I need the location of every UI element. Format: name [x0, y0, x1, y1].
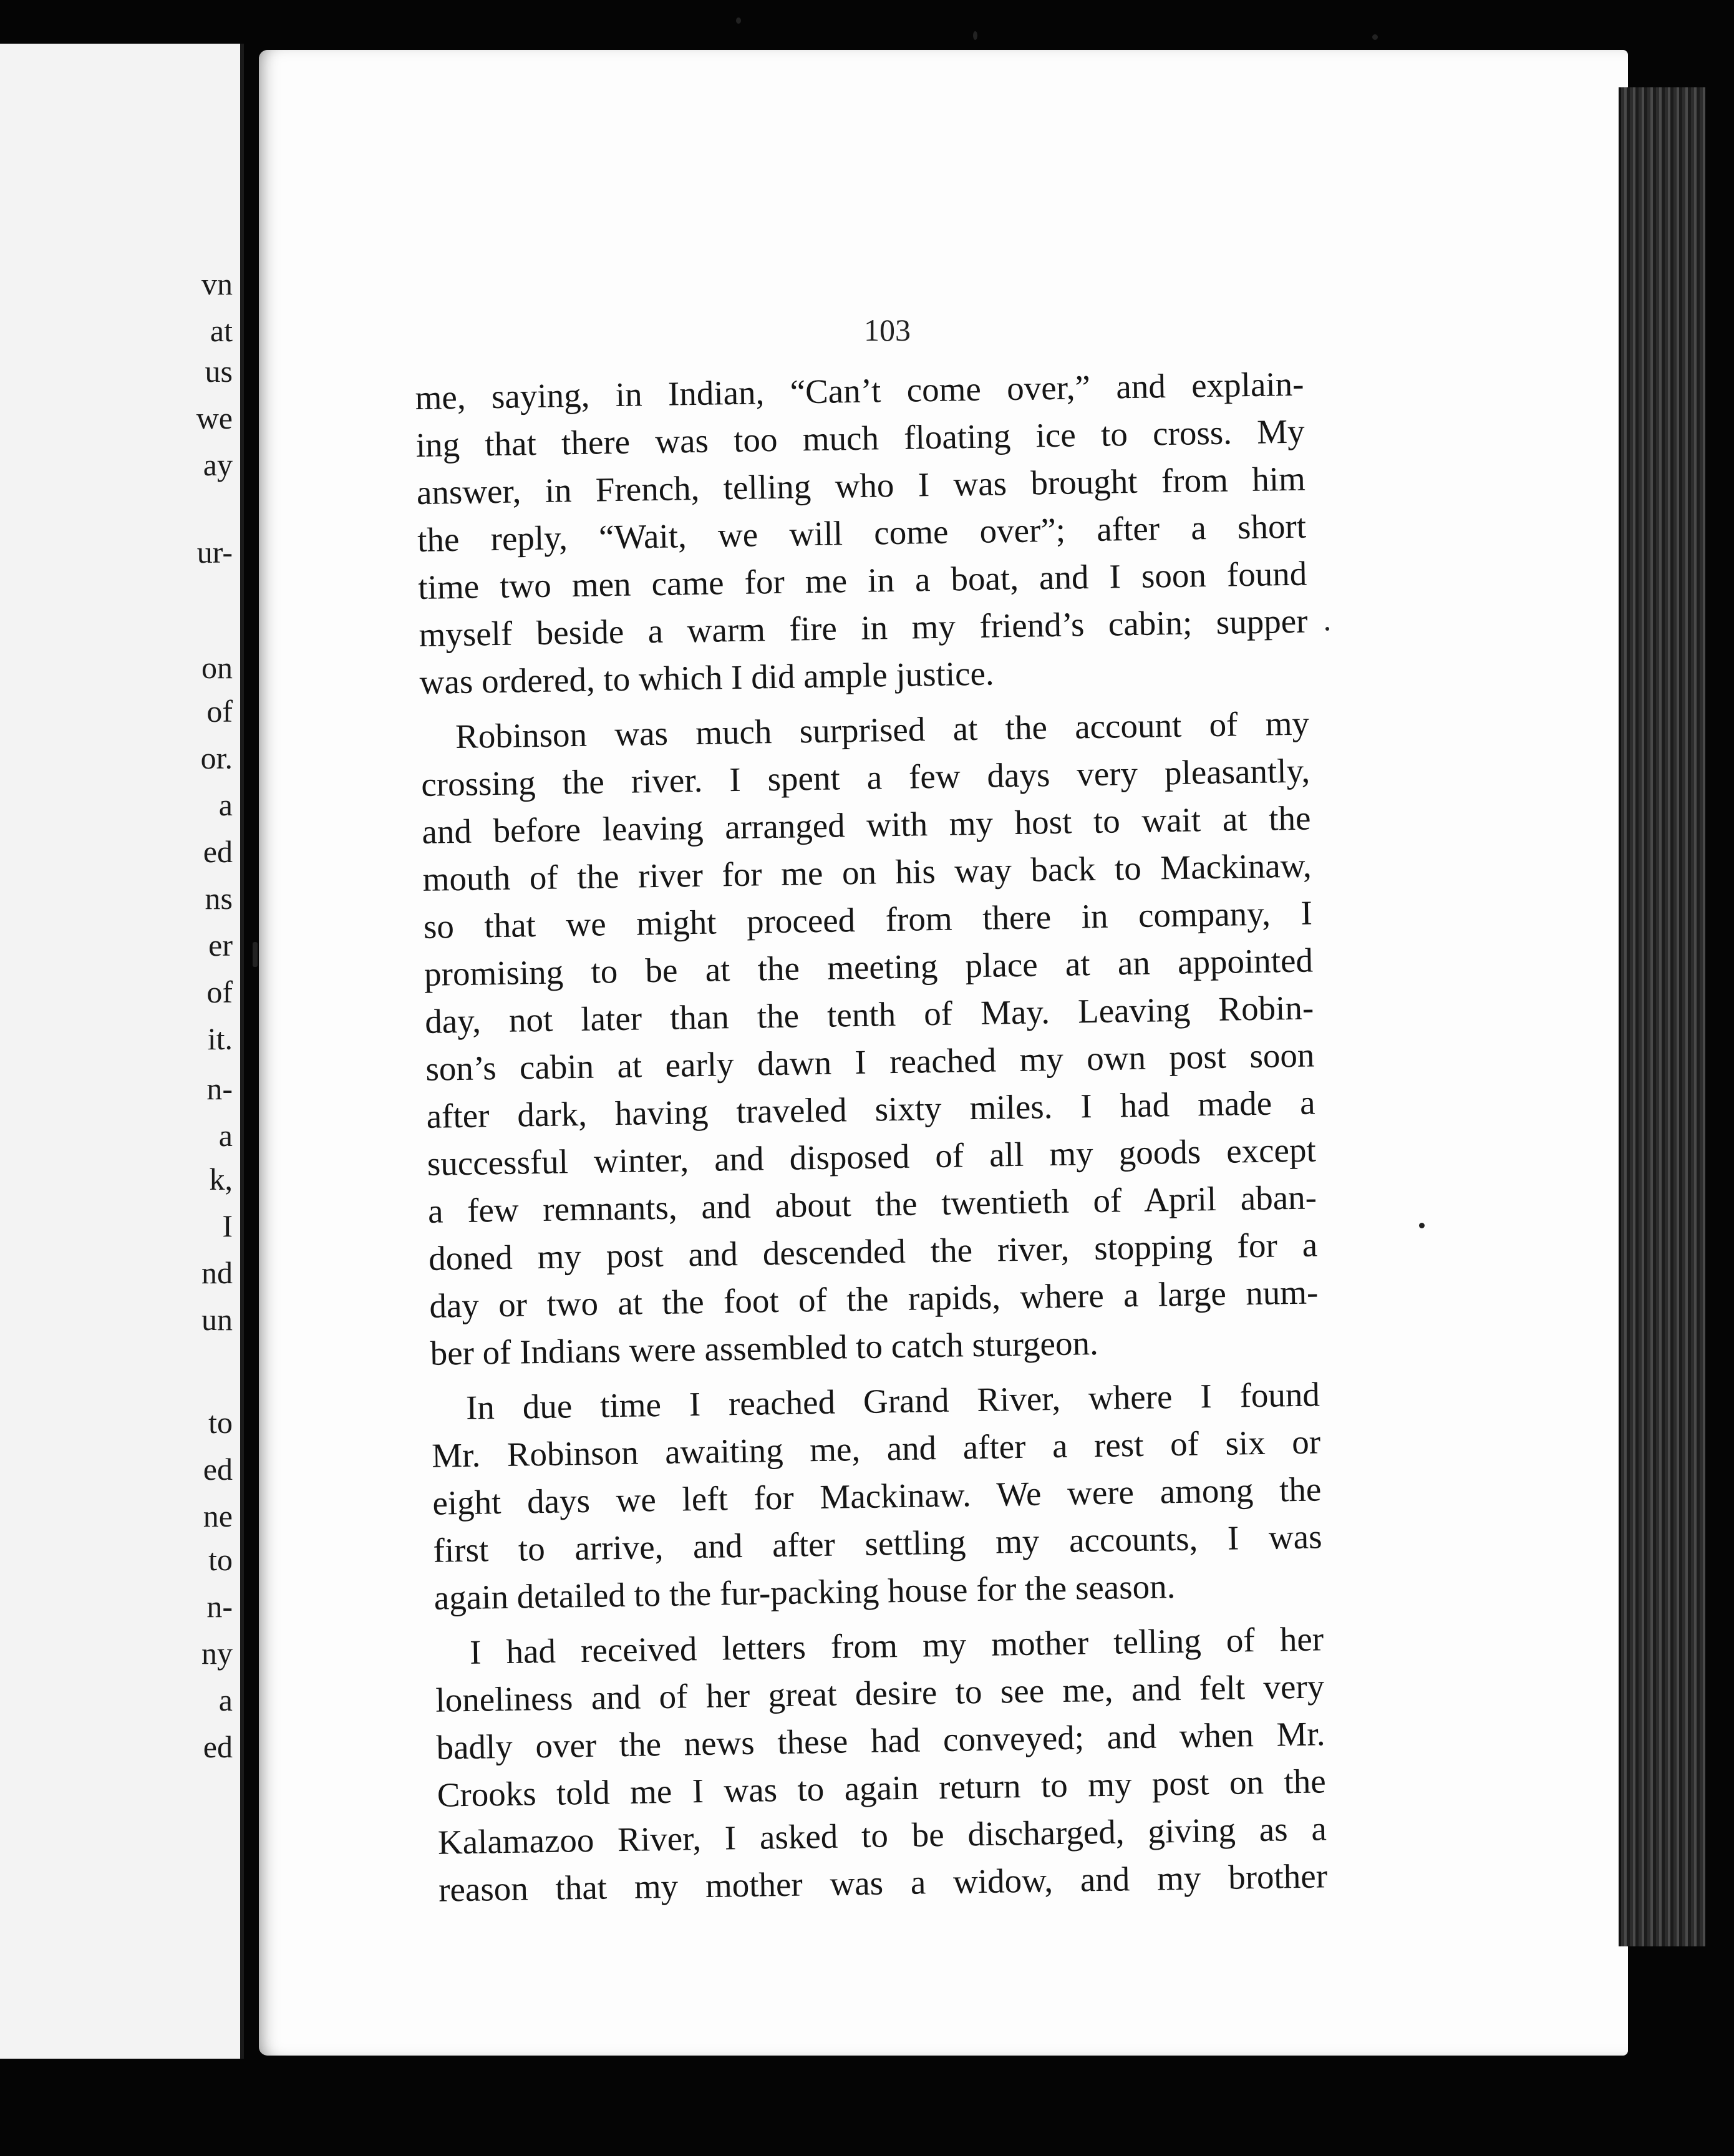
left-page-fragment: to — [208, 1542, 233, 1577]
left-page-fragment: ay — [203, 447, 233, 482]
left-page-fragment: it. — [207, 1021, 233, 1056]
paragraph — [430, 1371, 1323, 1621]
left-page-fragment: un — [201, 1302, 233, 1337]
book-fore-edge — [1619, 87, 1705, 1946]
text-line: ing that there was too much floating ice to cross. My — [415, 412, 1305, 464]
text-line: reason that my mother was a widow, and my brother — [438, 1857, 1328, 1909]
left-page-fragment: ed — [203, 1452, 233, 1487]
text-line: doned my post and descended the river, stopping for a — [428, 1225, 1318, 1278]
paragraph — [420, 700, 1320, 1377]
dust-speck — [253, 942, 258, 967]
text-line: Crooks told me I was to again return to my post on the — [437, 1762, 1327, 1814]
text-line: so that we might proceed from there in company, I — [423, 893, 1313, 946]
left-page-fragment: nd — [201, 1255, 233, 1290]
left-page-fragment: at — [210, 313, 233, 348]
text-line: the reply, “Wait, we will come over”; after a short — [417, 507, 1307, 559]
text-line: promising to be at the meeting place at an appointed — [424, 941, 1314, 993]
left-page-fragment: ed — [203, 1729, 233, 1764]
left-page-fragment: to — [208, 1405, 233, 1440]
body-text — [415, 361, 1328, 1921]
left-page-fragment: a — [218, 787, 233, 822]
text-line: ber of Indians were assembled to catch sturgeon. — [430, 1323, 1099, 1372]
text-line: I had received letters from my mother telling of her — [469, 1619, 1324, 1671]
text-line: crossing the river. I spent a few days very pleasantly, — [420, 751, 1310, 804]
text-line: son’s cabin at early dawn I reached my own post soon — [425, 1036, 1315, 1088]
page-number: 103 — [864, 313, 911, 347]
left-page-fragment: a — [218, 1118, 233, 1153]
text-line: Kalamazoo River, I asked to be discharged, giving as a — [437, 1809, 1327, 1862]
text-line: again detailed to the fur-packing house for the season. — [434, 1567, 1176, 1617]
left-page-fragment: us — [205, 354, 233, 389]
text-line: first to arrive, and after settling my accounts, I was — [433, 1517, 1322, 1570]
left-page-fragment: n- — [206, 1071, 233, 1106]
text-line: In due time I reached Grand River, where I found — [465, 1375, 1320, 1427]
text-line: day or two at the foot of the rapids, where a large num- — [429, 1273, 1319, 1325]
dust-speck — [1372, 34, 1378, 40]
left-page-fragment: ur- — [196, 535, 233, 570]
text-line: and before leaving arranged with my host to wait at the — [422, 799, 1311, 851]
left-page-fragment: or. — [200, 741, 233, 775]
left-page-fragment: a — [218, 1683, 233, 1717]
text-line: a few remnants, and about the twentieth of April aban- — [427, 1178, 1317, 1230]
left-page-fragment: of — [206, 974, 233, 1009]
text-line: Robinson was much surprised at the account of my — [455, 704, 1310, 756]
text-line: myself beside a warm fire in my friend’s cabin; supper — [419, 601, 1308, 654]
text-line: successful winter, and disposed of all my goods except — [427, 1130, 1317, 1183]
text-line: day, not later than the tenth of May. Leaving Robin- — [424, 988, 1314, 1041]
left-page-fragment: on — [201, 650, 233, 685]
text-line: badly over the news these had conveyed; and when Mr. — [436, 1714, 1325, 1767]
left-page-fragment: vn — [201, 266, 233, 301]
text-line: Mr. Robinson awaiting me, and after a rest of six or — [431, 1422, 1321, 1475]
left-page-fragment: I — [222, 1208, 233, 1243]
left-page-fragment: we — [196, 401, 233, 435]
text-line: answer, in French, telling who I was brought from him — [416, 459, 1306, 512]
text-line: time two men came for me in a boat, and I soon found — [417, 554, 1307, 606]
left-page-fragment: ny — [201, 1636, 233, 1671]
text-line: me, saying, in Indian, “Can’t come over,” and explain- — [415, 364, 1304, 417]
dust-speck — [1419, 1223, 1425, 1228]
dust-speck — [973, 31, 977, 40]
text-line: mouth of the river for me on his way back to Mackinaw, — [422, 846, 1312, 898]
left-page-fragment: ne — [203, 1498, 233, 1533]
left-page-fragment: n- — [206, 1589, 233, 1624]
text-line: loneliness and of her great desire to see me, and felt very — [435, 1667, 1325, 1719]
text-line: eight days we left for Mackinaw. We were among the — [432, 1470, 1322, 1522]
left-page-fragment: ns — [205, 881, 233, 916]
text-line: after dark, having traveled sixty miles. I had made a — [426, 1083, 1315, 1135]
dust-speck — [736, 17, 741, 24]
left-page-fragment: er — [208, 928, 233, 963]
left-page-fragment: k, — [209, 1162, 233, 1197]
left-page-fragment: ed — [203, 834, 233, 869]
dust-speck — [1325, 627, 1329, 631]
text-line: was ordered, to which I did ample justice. — [419, 654, 995, 701]
paragraph — [415, 361, 1309, 706]
paragraph — [435, 1615, 1328, 1913]
left-page-fragment: of — [206, 694, 233, 729]
right-page — [259, 50, 1628, 2056]
